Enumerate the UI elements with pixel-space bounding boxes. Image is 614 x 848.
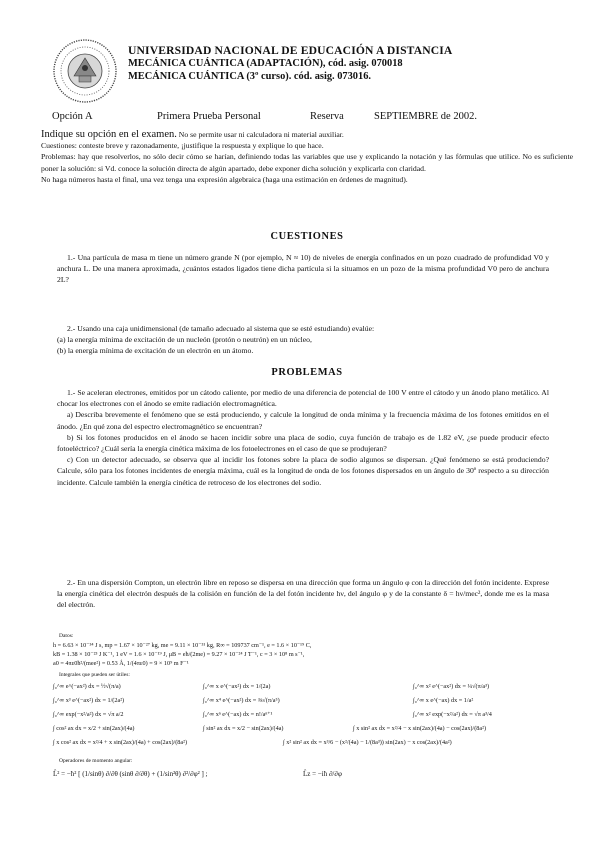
instructions xyxy=(41,129,573,185)
integral-10: ∫ cos² ax dx = x/2 + sin(2ax)/(4a) xyxy=(53,725,135,732)
problema-2-text: 2.- En una dispersión Compton, un electrón libre en reposo se dispersa en una dirección que forma un ángulo φ con la dirección del fotón incidente. Exprese la energía cinética del electrón después de la colisión en función de la del fotón incidente hν, del ángulo φ y de la constante δ = hν/mec², donde me es la masa del electrón. xyxy=(57,578,549,610)
integral-8: ∫₀^∞ xⁿ e^(−ax) dx = n!/aⁿ⁺¹ xyxy=(203,711,273,718)
integral-7: ∫₀^∞ exp(−x²/a²) dx = √π a/2 xyxy=(53,711,124,718)
cuestiones-title: CUESTIONES xyxy=(270,231,344,242)
university-name: UNIVERSIDAD NACIONAL DE EDUCACIÓN A DISTANCIA xyxy=(128,44,453,57)
subject-line-1: MECÁNICA CUÁNTICA (ADAPTACIÓN), cód. asig. 070018 xyxy=(128,58,403,69)
cuestion-1 xyxy=(57,252,549,286)
operadores-label: Operadores de momento angular: xyxy=(59,758,133,764)
instructions-lead-rest: No se permite usar ni calculadora ni material auxiliar. xyxy=(176,130,344,139)
integral-2: ∫₀^∞ x e^(−ax²) dx = 1/(2a) xyxy=(203,683,271,690)
integral-13: ∫ x cos² ax dx = x²/4 + x sin(2ax)/(4a) + cos(2ax)/(8a²) xyxy=(53,739,188,746)
datos-line-3: a0 = 4πε0ħ²/(mee²) = 0.53 Å, 1/(4πε0) = 9 × 10⁹ m F⁻¹ xyxy=(53,660,189,668)
operator-L2: L̂² = −ħ² [ (1/sinθ) ∂/∂θ (sinθ ∂/∂θ) + (1/sin²θ) ∂²/∂φ² ] ; xyxy=(53,770,208,778)
exam-type: Reserva xyxy=(310,111,344,122)
problema-1 xyxy=(57,387,549,488)
datos-block xyxy=(53,632,558,668)
problema-1-a: a) Describa brevemente el fenómeno que se está produciendo, y calcule la longitud de onda mínima y la frecuencia máxima de los fotones emitidos en el ánodo. ¿En qué zona del espectro electromagnético se encuentran? xyxy=(57,410,549,431)
cuestion-1-text: 1.- Una partícula de masa m tiene un número grande N (por ejemplo, N ≈ 10) de niveles de energía confinados en un pozo cuadrado de profundidad V0 y anchura L. De una manera aproximada, ¿cuántos estados ligados tiene dicha partícula si la situamos en un pozo de la misma profundidad V0 pero de anchura 2L? xyxy=(57,253,549,285)
integrales-label: Integrales que pueden ser útiles: xyxy=(59,672,130,678)
problemas-title: PROBLEMAS xyxy=(271,367,343,378)
datos-line-2: kB = 1.38 × 10⁻²³ J K⁻¹, 1 eV = 1.6 × 10⁻¹⁹ J, μB = eħ/(2me) = 9.27 × 10⁻²⁴ J T⁻¹, c = 3 × 10⁸ m s⁻¹, xyxy=(53,651,305,659)
integral-3: ∫₀^∞ x² e^(−ax²) dx = ¼√(π/a³) xyxy=(413,683,490,690)
cuestion-2-b: (b) la energía mínima de excitación de un electrón en un átomo. xyxy=(57,346,254,356)
integral-1: ∫₀^∞ e^(−ax²) dx = ½√(π/a) xyxy=(53,683,121,690)
integral-6: ∫₀^∞ x e^(−ax) dx = 1/a² xyxy=(413,697,474,704)
operadores-block xyxy=(53,758,558,788)
integral-9: ∫₀^∞ x² exp(−x²/a²) dx = √π a³/4 xyxy=(413,711,492,718)
instructions-problemas: Problemas: hay que resolverlos, no sólo decir cómo se harían, definiendo todas las variables que use y explicando la notación y las fórmulas que utilice. No es suficiente poner la solución: si Vd. conoce la solución directa de algún apartado, debe exponer dicha solución y explicarla con claridad. xyxy=(41,152,573,173)
exam-option: Opción A xyxy=(52,111,93,122)
integral-12: ∫ x sin² ax dx = x²/4 − x sin(2ax)/(4a) − cos(2ax)/(8a²) xyxy=(353,725,487,732)
cuestion-2 xyxy=(57,323,549,357)
problema-1-b: b) Si los fotones producidos en el ánodo se hacen incidir sobre una placa de sodio, cuya función de trabajo es de 1.82 eV, ¿se puede producir efecto fotoeléctrico? ¿Cuál sería la energía cinética máxima de los fotoelectrones en el caso de que se produjeran? xyxy=(57,432,549,454)
instructions-lead: Indique su opción en el examen. xyxy=(41,129,177,140)
problema-2 xyxy=(57,577,549,611)
datos-label: Datos: xyxy=(59,633,74,639)
exam-date: SEPTIEMBRE de 2002. xyxy=(374,111,477,122)
integral-11: ∫ sin² ax dx = x/2 − sin(2ax)/(4a) xyxy=(203,725,284,732)
instructions-cuestiones: Cuestiones: conteste breve y razonadamente, ¡justifique la respuesta y explique lo que hace. xyxy=(41,141,324,151)
university-seal xyxy=(52,38,118,104)
instructions-numeros: No haga números hasta el final, una vez tenga una expresión algebraica (haga una estimación en órdenes de magnitud). xyxy=(41,174,408,184)
problema-1-c: c) Con un detector adecuado, se observa que al incidir los fotones sobre la placa de sodio algunos se dispersan. ¿Qué fenómeno se está produciendo? Calcule, sólo para los fotones incidentes de energía máxima, cuál es la longitud de onda de los fotones dispersados en un ángulo de 30º respecto a su dirección incidente. Calcule también la energía cinética de retroceso de los electrones del sodio. xyxy=(57,455,549,487)
integrales-block xyxy=(53,672,558,760)
cuestion-2-intro: 2.- Usando una caja unidimensional (de tamaño adecuado al sistema que se esté estudiando) evalúe: xyxy=(67,324,375,333)
datos-line-1: h = 6.63 × 10⁻³⁴ J s, mp = 1.67 × 10⁻²⁷ kg, me = 9.11 × 10⁻³¹ kg, R∞ = 109737 cm⁻¹, e = 1.6 × 10⁻¹⁹ C, xyxy=(53,642,312,650)
subject-line-2: MECÁNICA CUÁNTICA (3º curso). cód. asig. 073016. xyxy=(128,71,371,82)
integral-5: ∫₀^∞ x⁴ e^(−ax²) dx = ⅜√(π/a⁵) xyxy=(203,697,280,704)
operator-Lz: L̂z = −iħ ∂/∂φ xyxy=(303,770,342,778)
integral-14: ∫ x² sin² ax dx = x³/6 − (x²/(4a) − 1/(8a³)) sin(2ax) − x cos(2ax)/(4a²) xyxy=(283,739,452,746)
integral-4: ∫₀^∞ x³ e^(−ax²) dx = 1/(2a²) xyxy=(53,697,125,704)
problema-1-intro: 1.- Se aceleran electrones, emitidos por un cátodo caliente, por medio de una diferencia de potencial de 100 V entre el cátodo y un ánodo plano metálico. Al chocar los electrones con el ánodo se emite radiación electromagnética. xyxy=(57,388,549,409)
cuestion-2-a: (a) la energía mínima de excitación de un nucleón (protón o neutrón) en un núcleo, xyxy=(57,335,312,345)
exam-test: Primera Prueba Personal xyxy=(157,111,261,122)
